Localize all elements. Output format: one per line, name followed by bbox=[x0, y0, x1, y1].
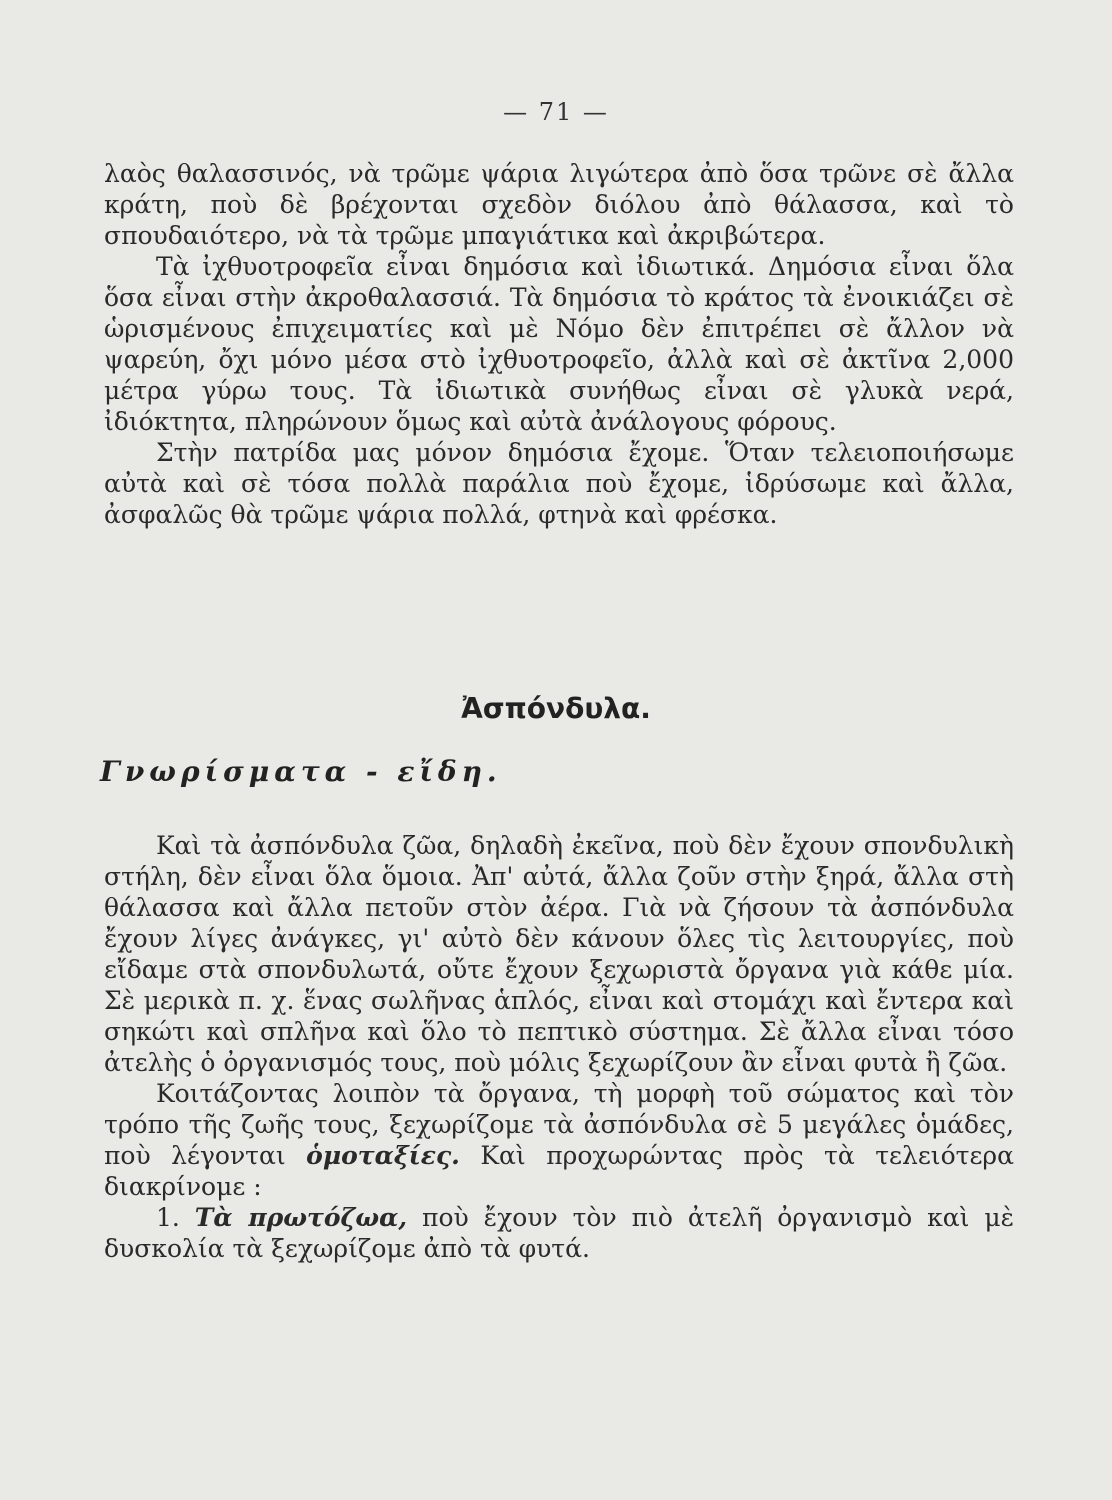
main-text bbox=[104, 830, 1014, 1264]
paragraph: Στὴν πατρίδα μας μόνον δημόσια ἔχομε. Ὅταν τελειοποιήσωμε αὐτὰ καὶ σὲ τόσα πολλὰ παράλια ποὺ ἔχομε, ἱδρύσωμε καὶ ἄλλα, ἀσφαλῶς θὰ τρῶμε ψάρια πολλά, φτηνὰ καὶ φρέσκα. bbox=[104, 438, 1014, 529]
item-number: 1. bbox=[156, 1203, 180, 1232]
term-classes: ὁμοταξίες. bbox=[306, 1141, 460, 1170]
item-text: ποὺ ἔχουν τὸν πιὸ ἀτελῆ ὀργανισμὸ καὶ μὲ δυσκολία τὰ ξεχωρίζομε ἀπὸ τὰ φυτά. bbox=[104, 1203, 1014, 1263]
classes-tail: Καὶ προχωρώντας πρὸς τὰ τελειότερα διακρίνομε : bbox=[104, 1141, 1015, 1201]
paragraph-classes bbox=[104, 1078, 1014, 1202]
page-number: — 71 — bbox=[503, 98, 609, 126]
intro-text bbox=[104, 158, 1014, 530]
paragraph: λαὸς θαλασσινός, νὰ τρῶμε ψάρια λιγώτερα ἀπὸ ὅσα τρῶνε σὲ ἄλλα κράτη, ποὺ δὲ βρέχονται σχεδὸν διόλου ἀπὸ θάλασσα, καὶ τὸ σπουδαιότερο, νὰ τὰ τρῶμε μπαγιάτικα καὶ ἀκριβώτερα. bbox=[104, 159, 1014, 250]
classes-lead: Κοιτάζοντας λοιπὸν τὰ ὄργανα, τὴ μορφὴ τοῦ σώματος καὶ τὸν τρόπο τῆς ζωῆς τους, ξεχωρίζομε τὰ ἀσπόνδυλα σὲ 5 μεγάλες ὁμάδες, ποὺ λέγονται bbox=[104, 1079, 1014, 1170]
subheading: Γνωρίσματα - εἴδη. bbox=[100, 755, 502, 788]
paragraph: Καὶ τὰ ἀσπόνδυλα ζῶα, δηλαδὴ ἐκεῖνα, ποὺ δὲν ἔχουν σπονδυλικὴ στήλη, δὲν εἶναι ὅλα ὅμοια. Ἀπ' αὐτά, ἄλλα ζοῦν στὴν ξηρά, ἄλλα στὴ θάλασσα καὶ ἄλλα πετοῦν στὸν ἀέρα. Γιὰ νὰ ζήσουν τὰ ἀσπόνδυλα ἔχουν λίγες ἀνάγκες, γι' αὐτὸ δὲν κάνουν ὅλες τὶς λειτουργίες, ποὺ εἴδαμε στὰ σπονδυλωτά, οὔτε ἔχουν ξεχωριστὰ ὄργανα γιὰ κάθε μία. Σὲ μερικὰ π. χ. ἕνας σωλῆνας ἁπλός, εἶναι καὶ στομάχι καὶ ἔντερα καὶ σηκώτι καὶ σπλῆνα καὶ ὅλο τὸ πεπτικὸ σύστημα. Σὲ ἄλλα εἶναι τόσο ἀτελὴς ὁ ὀργανισμός τους, ποὺ μόλις ξεχωρίζουν ἂν εἶναι φυτὰ ἢ ζῶα. bbox=[104, 831, 1014, 1077]
section-title: Ἀσπόνδυλα. bbox=[461, 692, 651, 725]
list-item-1 bbox=[104, 1202, 1014, 1264]
item-term: Τὰ πρωτόζωα, bbox=[194, 1203, 408, 1232]
paragraph: Τὰ ἰχθυοτροφεῖα εἶναι δημόσια καὶ ἰδιωτικά. Δημόσια εἶναι ὅλα ὅσα εἶναι στὴν ἀκροθαλασσιά. Τὰ δημόσια τὸ κράτος τὰ ἐνοικιάζει σὲ ὡρισμένους ἐπιχειματίες καὶ μὲ Νόμο δὲν ἐπιτρέπει σὲ ἄλλον νὰ ψαρεύη, ὄχι μόνο μέσα στὸ ἰχθυοτροφεῖο, ἀλλὰ καὶ σὲ ἀκτῖνα 2,000 μέτρα γύρω τους. Τὰ ἰδιωτικὰ συνήθως εἶναι σὲ γλυκὰ νερά, ἰδιόκτητα, πληρώνουν ὅμως καὶ αὐτὰ ἀνάλογους φόρους. bbox=[104, 252, 1014, 436]
